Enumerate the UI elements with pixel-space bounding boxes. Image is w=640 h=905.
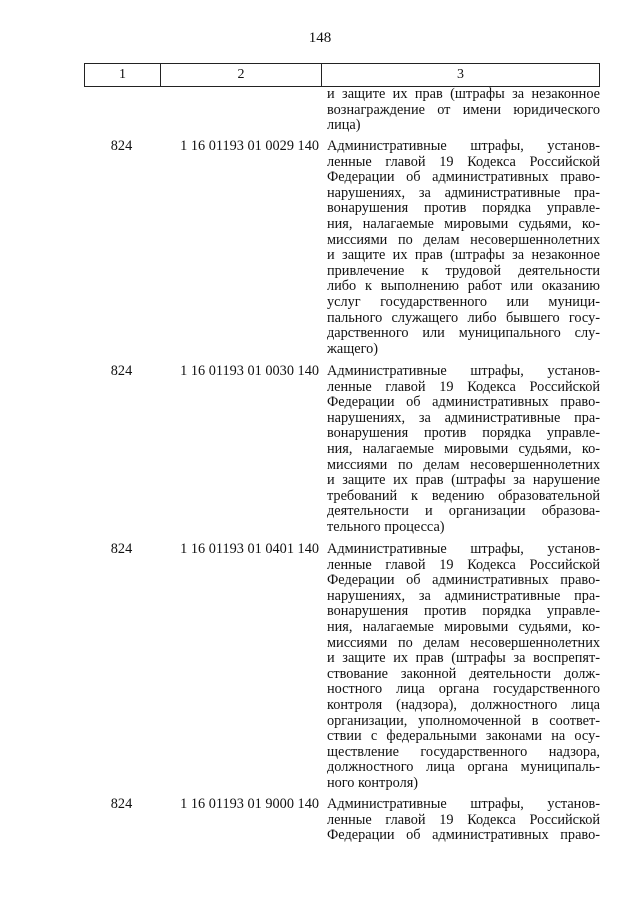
- description-line: деятельности и организации образова-: [327, 503, 600, 520]
- description-line: ствии с федеральными законами на осу-: [327, 728, 600, 745]
- row-budget-code: 1 16 01193 01 9000 140: [180, 796, 319, 812]
- row-budget-code: 1 16 01193 01 0030 140: [180, 363, 319, 379]
- description-line: лица): [327, 117, 361, 134]
- description-line: ществление государственного надзора,: [327, 743, 600, 760]
- description-line: и защите их прав (штрафы за незаконное: [327, 86, 600, 102]
- description-line: ствование законной деятельности долж-: [327, 665, 600, 682]
- description-line: Административные штрафы, установ-: [327, 363, 600, 379]
- description-line: нарушениях, за административные пра-: [327, 587, 600, 604]
- description-line: и защите их прав (штрафы за незаконное: [327, 247, 600, 264]
- column-header-2: 2: [161, 64, 322, 87]
- row-admin-code: 824: [110, 138, 133, 154]
- row-admin-code: 824: [110, 363, 133, 379]
- description-line: требований к ведению образовательной: [327, 487, 600, 504]
- description-line: Административные штрафы, установ-: [327, 138, 600, 154]
- row-description: [327, 542, 600, 792]
- description-line: ленные главой 19 Кодекса Российской: [327, 378, 600, 395]
- description-line: нарушениях, за административные пра-: [327, 409, 600, 426]
- description-line: ния, налагаемые мировыми судьями, ко-: [327, 618, 600, 635]
- description-line: контроля (надзора), должностного лица: [327, 696, 600, 713]
- description-line: либо к выполнению работ или оказанию: [327, 278, 600, 295]
- description-line: ния, налагаемые мировыми судьями, ко-: [327, 215, 600, 232]
- column-header-1: 1: [85, 64, 161, 87]
- row-description: [327, 87, 600, 134]
- description-line: дарственного или муниципального слу-: [327, 325, 600, 342]
- row-description: [327, 364, 600, 536]
- column-header-3: 3: [322, 64, 600, 87]
- row-budget-code: 1 16 01193 01 0401 140: [180, 541, 319, 557]
- description-line: привлечение к трудовой деятельности: [327, 262, 600, 279]
- row-admin-code: 824: [110, 796, 133, 812]
- row-description: [327, 797, 600, 844]
- description-line: ностного лица органа государственного: [327, 681, 600, 698]
- description-line: и защите их прав (штрафы за воспрепят-: [327, 650, 600, 667]
- description-line: ного контроля): [327, 774, 419, 791]
- row-admin-code: 824: [110, 541, 133, 557]
- description-line: услуг государственного или муници-: [327, 293, 600, 310]
- description-line: Административные штрафы, установ-: [327, 541, 600, 557]
- row-budget-code: 1 16 01193 01 0029 140: [180, 138, 319, 154]
- row-description: [327, 139, 600, 357]
- description-line: Федерации об административных право-: [327, 169, 600, 186]
- description-line: миссиями по делам несовершеннолетних: [327, 231, 600, 248]
- description-line: должностного лица органа муниципаль-: [327, 759, 600, 776]
- description-line: ленные главой 19 Кодекса Российской: [327, 556, 600, 573]
- description-line: и защите их прав (штрафы за нарушение: [327, 472, 600, 489]
- description-line: Федерации об административных право-: [327, 827, 600, 844]
- table-header: [84, 63, 600, 87]
- description-line: миссиями по делам несовершеннолетних: [327, 456, 600, 473]
- description-line: вонарушения против порядка управле-: [327, 425, 600, 442]
- description-line: Административные штрафы, установ-: [327, 796, 600, 812]
- description-line: жащего): [327, 340, 378, 357]
- description-line: ленные главой 19 Кодекса Российской: [327, 811, 600, 828]
- description-line: вонарушения против порядка управле-: [327, 200, 600, 217]
- description-line: нарушениях, за административные пра-: [327, 184, 600, 201]
- description-line: миссиями по делам несовершеннолетних: [327, 634, 600, 651]
- description-line: ленные главой 19 Кодекса Российской: [327, 153, 600, 170]
- description-line: вознаграждение от имени юридического: [327, 101, 600, 118]
- description-line: организации, уполномоченной в соответ-: [327, 712, 600, 729]
- page-number: 148: [308, 30, 332, 46]
- description-line: ния, налагаемые мировыми судьями, ко-: [327, 440, 600, 457]
- description-line: пального служащего либо бывшего госу-: [327, 309, 600, 326]
- description-line: Федерации об административных право-: [327, 572, 600, 589]
- description-line: тельного процесса): [327, 518, 445, 535]
- description-line: Федерации об административных право-: [327, 394, 600, 411]
- description-line: вонарушения против порядка управле-: [327, 603, 600, 620]
